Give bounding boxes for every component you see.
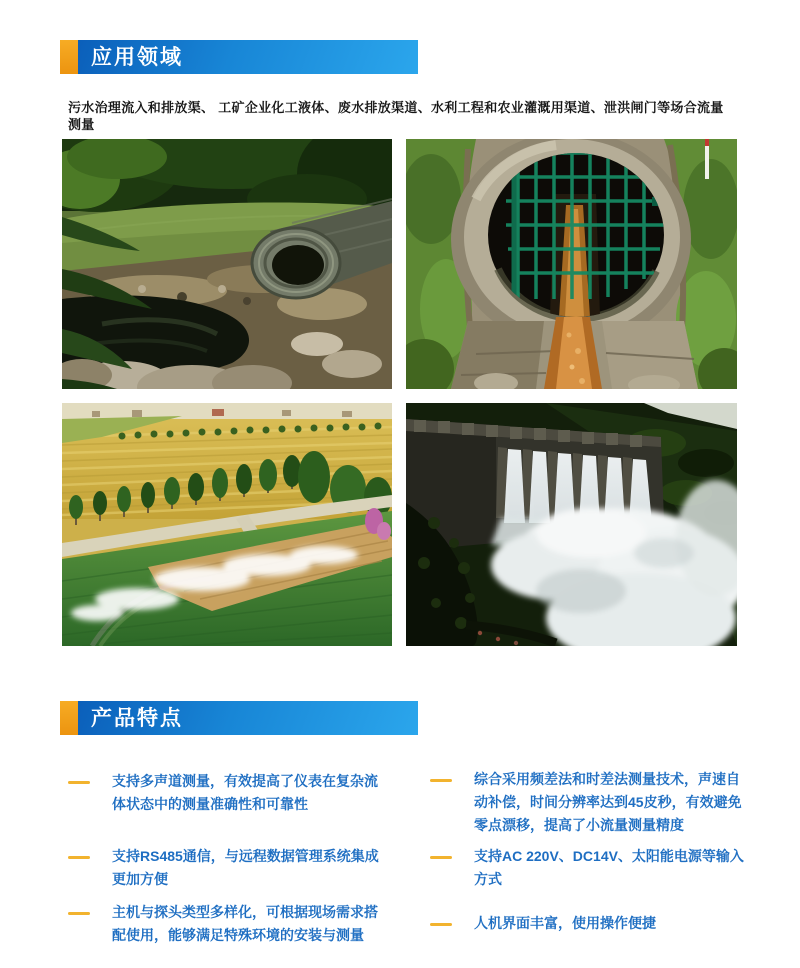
drain-pipe-illustration — [62, 139, 392, 389]
photo-drain-pipe-outfall — [62, 139, 392, 389]
bullet-dash-icon — [68, 856, 90, 859]
feature-item-measurement-tech — [430, 768, 752, 837]
bullet-dash-icon — [430, 856, 452, 859]
dam-illustration — [406, 403, 737, 646]
feature-text: 人机界面丰富，使用操作便捷 — [474, 915, 656, 931]
applications-section-header — [60, 40, 418, 74]
feature-text: 主机与探头类型多样化，可根据现场需求搭配使用，能够满足特殊环境的安装与测量 — [112, 904, 378, 943]
feature-text: 支持AC 220V、DC14V、太阳能电源等输入方式 — [474, 848, 744, 887]
culvert-illustration — [406, 139, 737, 389]
bullet-dash-icon — [68, 781, 90, 784]
feature-item-rs485 — [68, 845, 384, 891]
irrigation-illustration — [62, 403, 392, 646]
feature-text: 综合采用频差法和时差法测量技术，声速自动补偿，时间分辨率达到45皮秒，有效避免零点漂移，提高了小流量测量精度 — [474, 771, 742, 833]
bullet-dash-icon — [430, 923, 452, 926]
features-section-header — [60, 701, 418, 735]
photo-irrigation-fields — [62, 403, 392, 646]
feature-text: 支持RS485通信，与远程数据管理系统集成更加方便 — [112, 848, 379, 887]
feature-text: 支持多声道测量，有效提高了仪表在复杂流体状态中的测量准确性和可靠性 — [112, 773, 378, 812]
bullet-dash-icon — [68, 912, 90, 915]
feature-item-power-input — [430, 845, 752, 891]
photo-culvert-grate — [406, 139, 737, 389]
orange-accent-block — [60, 40, 78, 74]
photo-dam-spillway — [406, 403, 737, 646]
feature-item-multichannel — [68, 770, 384, 816]
section-title: 应用领域 — [78, 40, 418, 74]
applications-description: 污水治理流入和排放渠、 工矿企业化工液体、废水排放渠道、水利工程和农业灌溉用渠道、泄洪闸门等场合流量测量 — [68, 100, 724, 132]
section-title: 产品特点 — [78, 701, 418, 735]
bullet-dash-icon — [430, 779, 452, 782]
feature-item-probe-types — [68, 901, 384, 947]
orange-accent-block — [60, 701, 78, 735]
feature-item-hmi — [430, 912, 752, 935]
